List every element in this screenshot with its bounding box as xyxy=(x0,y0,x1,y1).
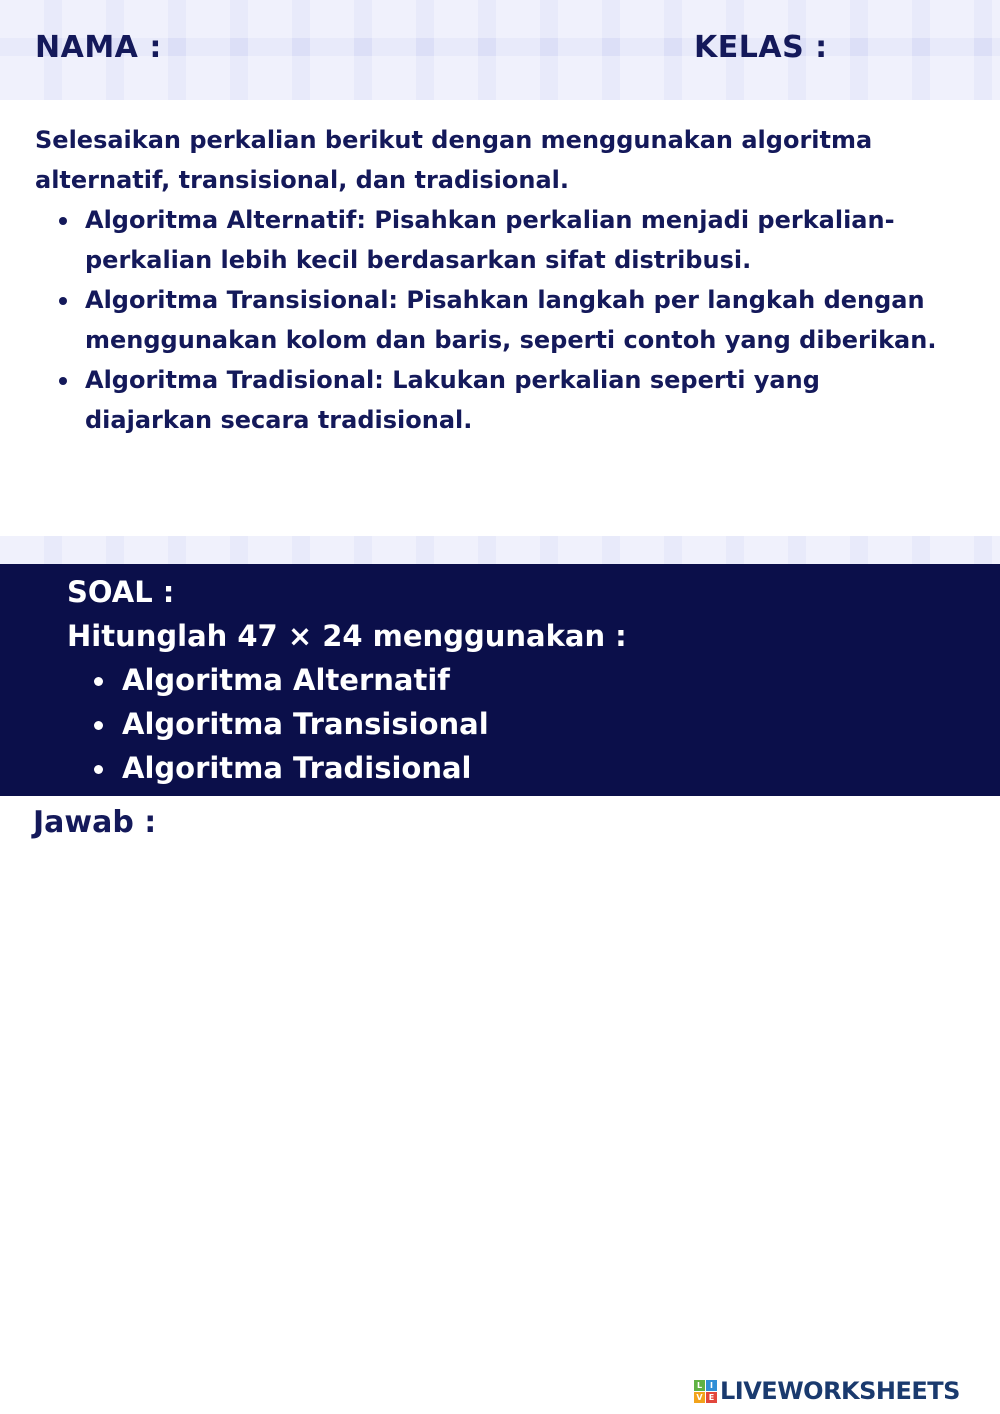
question-title: SOAL : xyxy=(67,575,175,609)
question-item-transisional: Algoritma Transisional xyxy=(122,702,627,746)
instructions-intro: Selesaikan perkalian berikut dengan menggunakan algoritma alternatif, transisional, dan tradisional. xyxy=(35,126,873,194)
question-box xyxy=(0,564,1000,796)
question-list xyxy=(67,658,627,790)
divider-band xyxy=(0,536,1000,564)
question-text: Hitunglah 47 × 24 menggunakan : xyxy=(67,619,627,653)
question-item-tradisional: Algoritma Tradisional xyxy=(122,746,627,790)
question-content xyxy=(67,570,627,790)
answer-label: Jawab : xyxy=(33,805,157,840)
liveworksheets-logo-text: LIVEWORKSHEETS xyxy=(720,1377,960,1405)
instruction-item-alternatif: Algoritma Alternatif: Pisahkan perkalian menjadi perkalian-perkalian lebih kecil berdasarkan sifat distribusi. xyxy=(85,200,955,280)
question-item-alternatif: Algoritma Alternatif xyxy=(122,658,627,702)
instruction-item-tradisional: Algoritma Tradisional: Lakukan perkalian seperti yang diajarkan secara tradisional. xyxy=(85,360,955,440)
liveworksheets-logo xyxy=(694,1374,960,1408)
instructions-list xyxy=(35,200,955,440)
nama-label: NAMA : xyxy=(35,30,162,65)
kelas-label: KELAS : xyxy=(694,30,828,65)
header-band xyxy=(0,0,1000,100)
instructions-block xyxy=(35,120,955,440)
liveworksheets-logo-icon: L I V E xyxy=(694,1380,717,1403)
instruction-item-transisional: Algoritma Transisional: Pisahkan langkah per langkah dengan menggunakan kolom dan baris, seperti contoh yang diberikan. xyxy=(85,280,955,360)
